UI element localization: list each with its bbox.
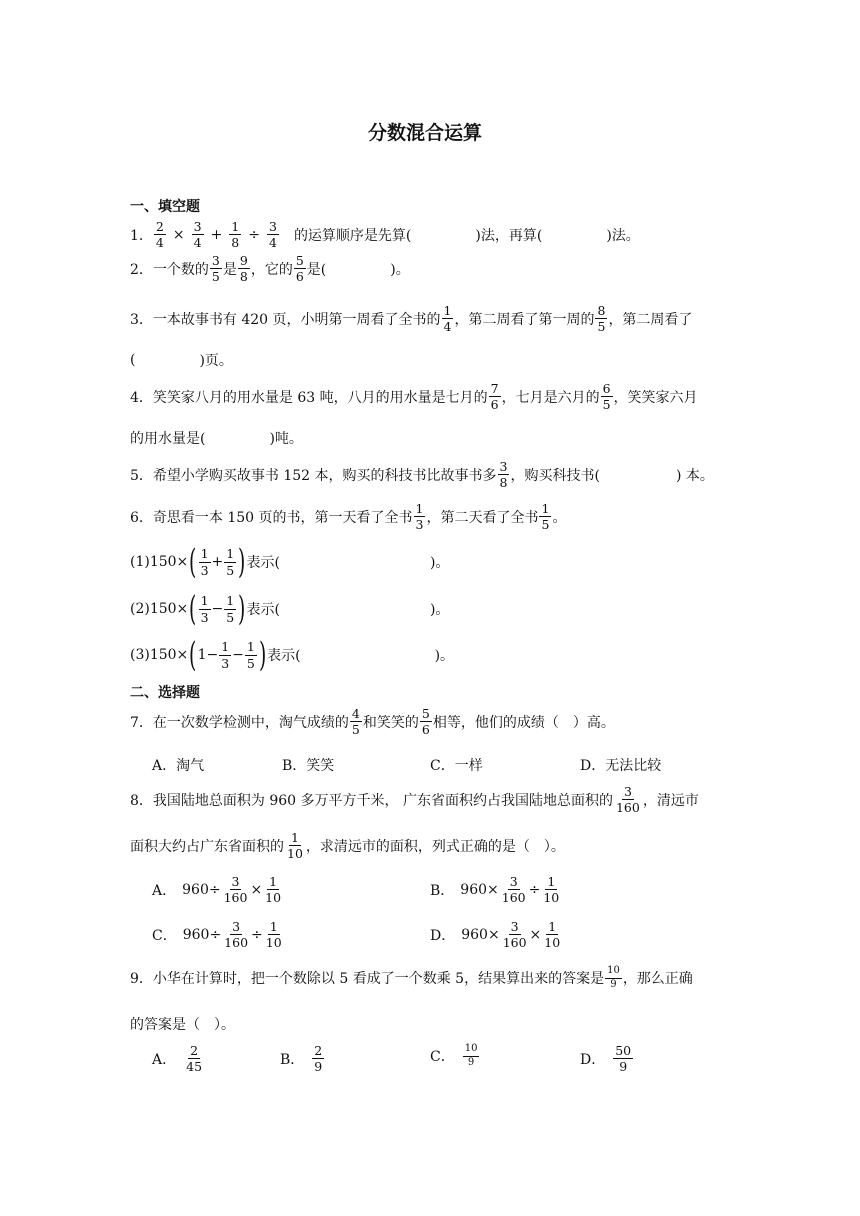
option-b[interactable] [430, 875, 562, 904]
question-4 [130, 382, 698, 411]
fraction: $\frac{5}{6}$ [421, 706, 430, 738]
question-number: 1． [130, 227, 153, 244]
question-text: ，购买科技书( [510, 467, 600, 484]
question-text: 的运算顺序是先算( [293, 227, 412, 244]
fraction: $\frac{3}{8}$ [499, 459, 508, 491]
question-text: 。 [552, 509, 567, 526]
question-4-line-2 [130, 428, 303, 448]
fraction: $\frac{1}{3}$ [221, 639, 230, 671]
expression-text: 1− [197, 647, 219, 663]
fraction: $\frac{2}{4}$ [155, 219, 164, 251]
fraction: $\frac{8}{5}$ [597, 303, 606, 335]
fraction: $\frac{5}{6}$ [295, 253, 304, 285]
question-8-line-2 [130, 831, 565, 860]
question-3-line-2 [130, 350, 233, 370]
fraction: $\frac{6}{5}$ [602, 381, 611, 413]
question-1 [130, 220, 640, 249]
option-c[interactable] [152, 920, 285, 949]
operator: − [232, 647, 244, 663]
option-d[interactable]: D．无法比较 [580, 758, 662, 774]
fraction: $\frac{3}{4}$ [268, 219, 277, 251]
question-text: 表示( [246, 602, 280, 618]
expression-text: 960× [461, 926, 500, 943]
fraction: $\frac{1}{3}$ [200, 546, 209, 578]
question-text: 表示( [246, 555, 280, 571]
question-6-sub-2 [130, 589, 450, 629]
option-label: C． [152, 927, 177, 944]
question-9 [130, 966, 693, 990]
question-text: )吨。 [269, 431, 303, 447]
question-9-line-2: 的答案是（ ）。 [130, 1017, 235, 1033]
question-6 [130, 502, 566, 531]
question-text: 是 [222, 261, 237, 278]
option-c[interactable] [430, 1044, 480, 1068]
operator: ÷ [251, 926, 263, 943]
question-text: 8．我国陆地总面积为 960 多万平方千米， 广东省面积约占我国陆地总面积的 [130, 792, 613, 809]
expression-text: 960÷ [182, 926, 222, 943]
question-text: 9．小华在计算时，把一个数除以 5 看成了一个数乘 5，结果算出来的答案是 [130, 971, 605, 987]
right-paren: ) [238, 542, 246, 582]
section-heading-fill-blank: 一、填空题 [130, 199, 200, 215]
operator: × [250, 881, 263, 898]
question-text: ，它的 [250, 261, 293, 278]
question-2 [130, 254, 410, 283]
question-text: 4．笑笑家八月的用水量是 63 吨，八月的用水量是七月的 [130, 389, 488, 406]
fraction: $\frac{1}{5}$ [246, 639, 255, 671]
fraction: $\frac{10}{9}$ [607, 965, 620, 990]
fraction: $\frac{1}{5}$ [226, 593, 235, 625]
right-paren: ) [238, 589, 246, 629]
question-text: ，求清远市的面积，列式正确的是（ ）。 [305, 838, 565, 855]
fraction: $\frac{10}{9}$ [464, 1043, 478, 1068]
question-7 [130, 707, 615, 736]
question-text: 表示( [267, 648, 301, 664]
operator: + [211, 554, 224, 570]
option-b[interactable]: B．笑笑 [282, 758, 335, 774]
question-text: )。 [429, 555, 450, 571]
question-text: 面积大约占广东省面积的 [130, 838, 284, 855]
expression-text: 960÷ [182, 881, 221, 898]
option-d[interactable] [430, 920, 563, 949]
fraction: $\frac{1}{4}$ [443, 303, 452, 335]
option-label: B． [430, 882, 455, 899]
option-a[interactable]: A．淘气 [152, 758, 205, 774]
fraction: $\frac{1}{10}$ [265, 919, 282, 951]
left-paren: ( [189, 542, 197, 582]
expression-text: (3)150× [130, 647, 189, 663]
question-text: 相等，他们的成绩（ ）高。 [432, 714, 615, 731]
option-label: D． [430, 927, 456, 944]
fraction: $\frac{1}{8}$ [231, 219, 240, 251]
question-8 [130, 785, 699, 814]
question-text: ，第二周看了第一周的 [454, 311, 595, 328]
option-c[interactable]: C．一样 [430, 758, 483, 774]
fraction: $\frac{1}{10}$ [265, 874, 282, 906]
option-label: B． [280, 1051, 305, 1068]
question-6-sub-1 [130, 542, 450, 582]
fraction: $\frac{7}{6}$ [490, 381, 499, 413]
question-text: )页。 [199, 353, 233, 369]
question-text: 2．一个数的 [130, 261, 209, 278]
option-a[interactable] [152, 1044, 205, 1073]
operator: ÷ [248, 226, 260, 243]
option-label: A． [152, 882, 177, 899]
page-title: 分数混合运算 [368, 122, 483, 144]
question-text: 3．一本故事书有 420 页，小明第一周看了全书的 [130, 311, 441, 328]
expression-text: 960× [460, 881, 499, 898]
question-text: 5．希望小学购买故事书 152 本，购买的科技书比故事书多 [130, 467, 497, 484]
question-text: 7．在一次数学检测中，淘气成绩的 [130, 714, 349, 731]
operator: − [211, 601, 224, 617]
question-text: )法。 [606, 227, 640, 244]
question-text: ，七月是六月的 [501, 389, 600, 406]
fraction: $\frac{2}{45}$ [186, 1043, 203, 1075]
fraction: $\frac{2}{9}$ [314, 1043, 323, 1075]
operator: × [529, 926, 542, 943]
fraction: $\frac{1}{10}$ [543, 874, 560, 906]
option-d[interactable] [580, 1044, 634, 1073]
question-text: 和笑笑的 [362, 714, 419, 731]
question-text: ( [130, 352, 136, 368]
fraction: $\frac{3}{160}$ [502, 919, 527, 951]
option-label: C． [430, 1049, 455, 1065]
fraction: $\frac{3}{160}$ [224, 919, 249, 951]
fraction: $\frac{3}{160}$ [615, 784, 640, 816]
fraction: $\frac{3}{160}$ [501, 874, 526, 906]
option-label: A． [152, 1051, 177, 1068]
question-text: 的用水量是( [130, 431, 206, 447]
operator: × [172, 226, 185, 243]
question-6-sub-3 [130, 635, 455, 675]
fraction: $\frac{1}{5}$ [226, 546, 235, 578]
expression-text: (2)150× [130, 601, 189, 617]
fraction: $\frac{3}{5}$ [211, 253, 220, 285]
fraction: $\frac{4}{5}$ [351, 706, 360, 738]
option-a[interactable] [152, 875, 284, 904]
left-paren: ( [189, 635, 197, 675]
fraction: $\frac{3}{4}$ [193, 219, 202, 251]
question-text: )法，再算( [475, 227, 543, 244]
fraction: $\frac{9}{8}$ [239, 253, 248, 285]
fraction: $\frac{1}{10}$ [287, 830, 303, 862]
fraction: $\frac{1}{3}$ [415, 501, 424, 533]
right-paren: ) [258, 635, 267, 675]
left-paren: ( [189, 589, 197, 629]
question-text: ) 本。 [675, 467, 714, 484]
question-5 [130, 460, 714, 489]
expression-text: (1)150× [130, 554, 189, 570]
question-text: ，笑笑家六月 [613, 389, 698, 406]
question-text: )。 [434, 648, 455, 664]
fraction: $\frac{1}{3}$ [200, 593, 209, 625]
question-3 [130, 304, 692, 333]
option-b[interactable] [280, 1044, 325, 1073]
fraction: $\frac{1}{5}$ [541, 501, 550, 533]
fraction: $\frac{50}{9}$ [615, 1043, 632, 1075]
fraction: $\frac{3}{160}$ [223, 874, 248, 906]
section-heading-multiple-choice: 二、选择题 [130, 685, 200, 701]
operator: ÷ [528, 881, 541, 898]
question-text: 是( [306, 261, 327, 278]
question-text: ，第二天看了全书 [426, 509, 539, 526]
option-label: D． [580, 1051, 606, 1068]
operator: + [210, 226, 223, 243]
question-text: )。 [429, 602, 450, 618]
question-text: ，那么正确 [622, 971, 693, 987]
question-text: ，第二周看了 [608, 311, 693, 328]
question-text: ，清远市 [642, 792, 699, 809]
fraction: $\frac{1}{10}$ [544, 919, 561, 951]
question-text: 6．奇思看一本 150 页的书，第一天看了全书 [130, 509, 413, 526]
question-text: )。 [390, 261, 410, 278]
